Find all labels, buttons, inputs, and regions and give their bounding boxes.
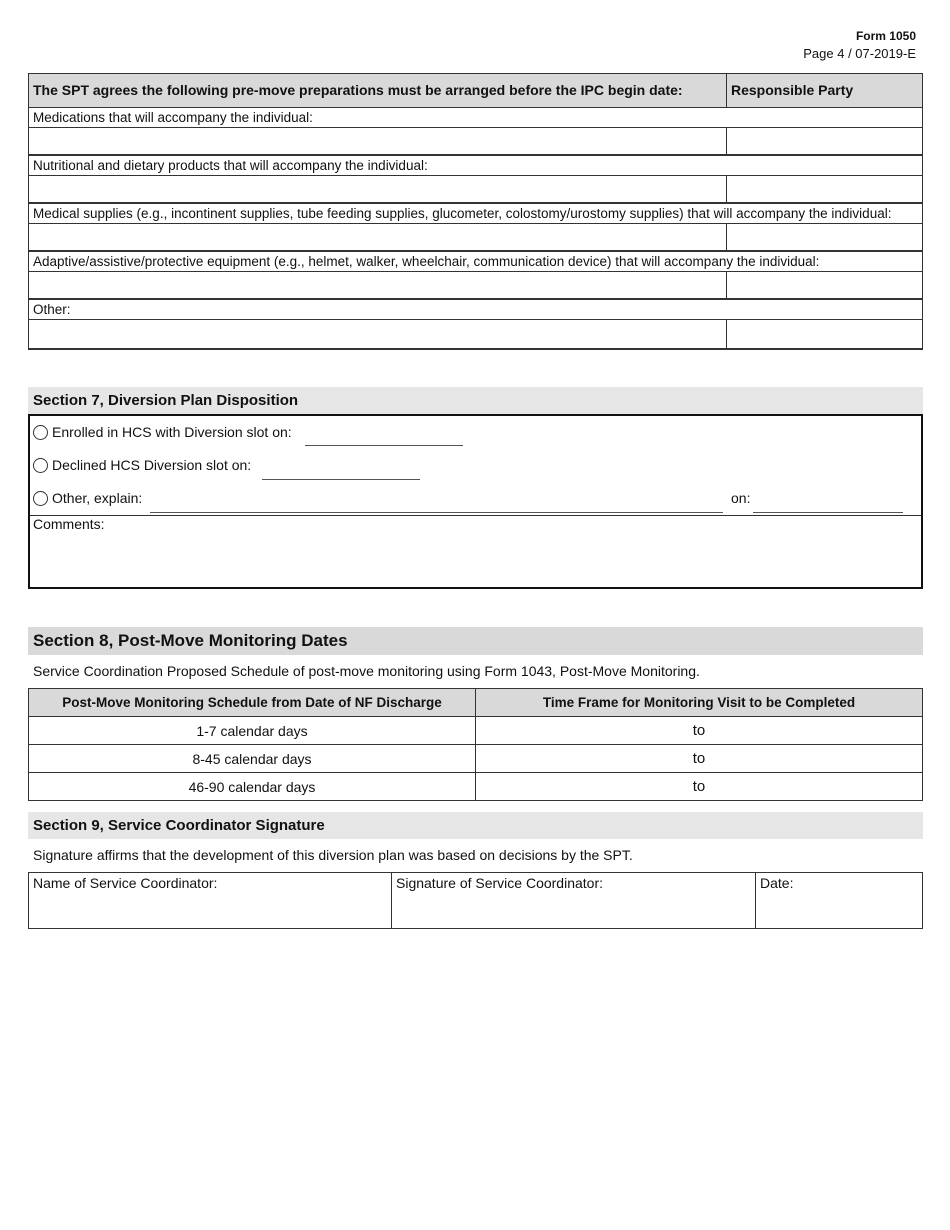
coordinator-signature-field[interactable] bbox=[392, 873, 756, 928]
enrolled-option[interactable] bbox=[33, 424, 292, 440]
pre-move-preparations-table bbox=[28, 73, 923, 350]
enrolled-date-field[interactable] bbox=[305, 445, 463, 446]
timeframe-cell[interactable]: to bbox=[476, 717, 923, 745]
monitoring-header-row bbox=[29, 689, 923, 717]
declined-date-field[interactable] bbox=[262, 479, 420, 480]
form-header bbox=[803, 28, 916, 62]
coordinator-name-label: Name of Service Coordinator: bbox=[33, 875, 218, 891]
comments-divider bbox=[30, 515, 921, 516]
other-row bbox=[29, 320, 922, 348]
timeframe-column-header: Time Frame for Monitoring Visit to be Completed bbox=[476, 689, 923, 717]
other-radio[interactable] bbox=[33, 491, 48, 506]
schedule-cell: 8-45 calendar days bbox=[29, 745, 476, 773]
preparations-header: The SPT agrees the following pre-move preparations must be arranged before the IPC begin date: bbox=[29, 74, 727, 107]
section8-title: Section 8, Post-Move Monitoring Dates bbox=[28, 627, 923, 655]
table-row bbox=[29, 717, 923, 745]
signature-date-label: Date: bbox=[760, 875, 794, 891]
medical-supplies-responsible-field[interactable] bbox=[727, 224, 922, 250]
form-number: Form 1050 bbox=[855, 29, 916, 43]
enrolled-radio[interactable] bbox=[33, 425, 48, 440]
section8-intro: Service Coordination Proposed Schedule of post-move monitoring using Form 1043, Post-Move Monitoring. bbox=[33, 663, 700, 679]
medications-field[interactable] bbox=[29, 128, 727, 154]
nutritional-row bbox=[29, 176, 922, 204]
medical-supplies-field[interactable] bbox=[29, 224, 727, 250]
nutritional-responsible-field[interactable] bbox=[727, 176, 922, 202]
schedule-cell: 46-90 calendar days bbox=[29, 773, 476, 801]
diversion-disposition-box bbox=[28, 414, 923, 589]
adaptive-equipment-row bbox=[29, 272, 922, 300]
declined-label: Declined HCS Diversion slot on: bbox=[52, 457, 252, 473]
other-field[interactable] bbox=[29, 320, 727, 348]
declined-radio[interactable] bbox=[33, 458, 48, 473]
responsible-party-header: Responsible Party bbox=[731, 82, 854, 98]
signature-table bbox=[28, 872, 923, 929]
section7-title: Section 7, Diversion Plan Disposition bbox=[28, 387, 923, 414]
medications-label: Medications that will accompany the individual: bbox=[29, 108, 922, 128]
medications-responsible-field[interactable] bbox=[727, 128, 922, 154]
schedule-cell: 1-7 calendar days bbox=[29, 717, 476, 745]
nutritional-field[interactable] bbox=[29, 176, 727, 202]
enrolled-label: Enrolled in HCS with Diversion slot on: bbox=[52, 424, 292, 440]
adaptive-equipment-field[interactable] bbox=[29, 272, 727, 298]
monitoring-schedule-table bbox=[28, 688, 923, 801]
other-responsible-field[interactable] bbox=[727, 320, 922, 348]
other-date-field[interactable] bbox=[753, 512, 903, 513]
coordinator-name-field[interactable] bbox=[29, 873, 392, 928]
section9-intro: Signature affirms that the development of this diversion plan was based on decisions by the SPT. bbox=[33, 847, 633, 863]
medical-supplies-row bbox=[29, 224, 922, 252]
nutritional-label: Nutritional and dietary products that will accompany the individual: bbox=[29, 156, 922, 176]
other-explain-label: Other, explain: bbox=[52, 490, 143, 506]
other-option[interactable] bbox=[33, 490, 142, 506]
table-row bbox=[29, 745, 923, 773]
preparations-header-row bbox=[29, 74, 922, 108]
section9-title: Section 9, Service Coordinator Signature bbox=[28, 812, 923, 839]
page-info: Page 4 / 07-2019-E bbox=[803, 46, 916, 61]
declined-option[interactable] bbox=[33, 457, 251, 473]
adaptive-equipment-label: Adaptive/assistive/protective equipment (e.g., helmet, walker, wheelchair, communication device) that will accompany the individual: bbox=[29, 252, 922, 272]
timeframe-cell[interactable]: to bbox=[476, 773, 923, 801]
timeframe-cell[interactable]: to bbox=[476, 745, 923, 773]
on-label: on: bbox=[731, 490, 751, 506]
table-row bbox=[29, 773, 923, 801]
comments-label: Comments: bbox=[33, 516, 105, 532]
other-explain-field[interactable] bbox=[150, 512, 723, 513]
adaptive-equipment-responsible-field[interactable] bbox=[727, 272, 922, 298]
schedule-column-header: Post-Move Monitoring Schedule from Date of NF Discharge bbox=[29, 689, 476, 717]
medical-supplies-label: Medical supplies (e.g., incontinent supplies, tube feeding supplies, glucometer, colostomy/urostomy supplies) that will accompany the individual: bbox=[29, 204, 922, 224]
coordinator-signature-label: Signature of Service Coordinator: bbox=[396, 875, 603, 891]
other-label: Other: bbox=[29, 300, 922, 320]
medications-row bbox=[29, 128, 922, 156]
signature-date-field[interactable] bbox=[756, 873, 922, 928]
